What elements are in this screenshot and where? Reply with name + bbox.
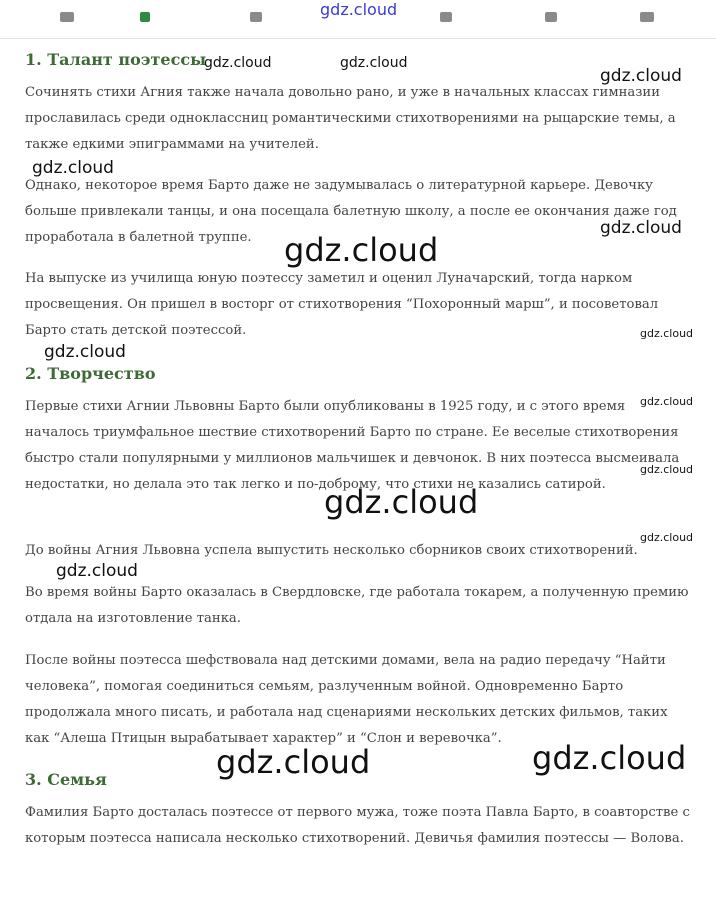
watermark: gdz.cloud	[204, 55, 272, 71]
paragraph: Однако, некоторое время Барто даже не задумывалась о литературной карьере. Девочку больше привлекали танцы, и она посещала балетную школу, а после ее окончания даже год проработала в балетной труппе.	[25, 178, 677, 245]
toolbar-fragment	[640, 12, 654, 22]
paragraph: Первые стихи Агнии Львовны Барто были опубликованы в 1925 году, и с этого время началось триумфальное шествие стихотворений Барто по стране. Ее веселые стихотворения быстро стали популярными у миллионов мальчишек и девчонок. В них поэтесса высмеивала недостатки, но делала это так легко и по-доброму, что стихи не казались сатирой.	[25, 399, 680, 492]
toolbar-fragment	[545, 12, 557, 22]
paragraph: На выпуске из училища юную поэтессу заметил и оценил Луначарский, тогда нарком просвещения. Он пришел в восторг от стихотворения “Похоронный марш”, и посоветовал Барто стать детской поэтессой.	[25, 271, 659, 338]
top-cropped-toolbar	[0, 0, 716, 39]
section-heading-talent: 1. Талант поэтессы	[25, 50, 207, 69]
section-heading-creativity: 2. Творчество	[25, 364, 156, 383]
watermark: gdz.cloud	[340, 55, 408, 71]
toolbar-fragment	[140, 12, 150, 22]
paragraph: Сочинять стихи Агния также начала довольно рано, и уже в начальных классах гимназии прославилась среди одноклассниц романтическими стихотворениями на рыцарские темы, а также едкими эпиграммами на учителей.	[25, 85, 676, 152]
watermark: gdz.cloud	[640, 327, 694, 340]
watermark: gdz.cloud	[600, 218, 682, 238]
watermark: gdz.cloud	[640, 531, 694, 544]
paragraph: После войны поэтесса шефствовала над детскими домами, вела на радио передачу “Найти человека”, помогая соединиться семьям, разлученным войной. Одновременно Барто продолжала много писать, и работала над сценариями нескольких детских фильмов, таких как “Алеша Птицын вырабатывает характер” и “Слон и веревочка”.	[25, 653, 668, 746]
watermark: gdz.cloud	[284, 231, 439, 269]
toolbar-fragment	[440, 12, 452, 22]
watermark: gdz.cloud	[532, 739, 687, 777]
toolbar-fragment	[60, 12, 74, 22]
section-heading-family: 3. Семья	[25, 770, 107, 789]
toolbar-fragment	[250, 12, 262, 22]
watermark: gdz.cloud	[640, 395, 694, 408]
paragraph: Во время войны Барто оказалась в Свердловске, где работала токарем, а полученную премию отдала на изготовление танка.	[25, 585, 689, 626]
watermark: gdz.cloud	[44, 342, 126, 362]
watermark: gdz.cloud	[56, 561, 138, 581]
watermark: gdz.cloud	[320, 0, 398, 19]
watermark: gdz.cloud	[324, 483, 479, 521]
paragraph: До войны Агния Львовна успела выпустить несколько сборников своих стихотворений.	[25, 543, 638, 558]
watermark: gdz.cloud	[32, 158, 114, 178]
watermark: gdz.cloud	[600, 66, 682, 86]
watermark: gdz.cloud	[640, 463, 694, 476]
paragraph: Фамилия Барто досталась поэтессе от первого мужа, тоже поэта Павла Барто, в соавторстве с которым поэтесса написала несколько стихотворений. Девичья фамилия поэтессы — Волова.	[25, 805, 690, 846]
watermark: gdz.cloud	[216, 743, 371, 781]
